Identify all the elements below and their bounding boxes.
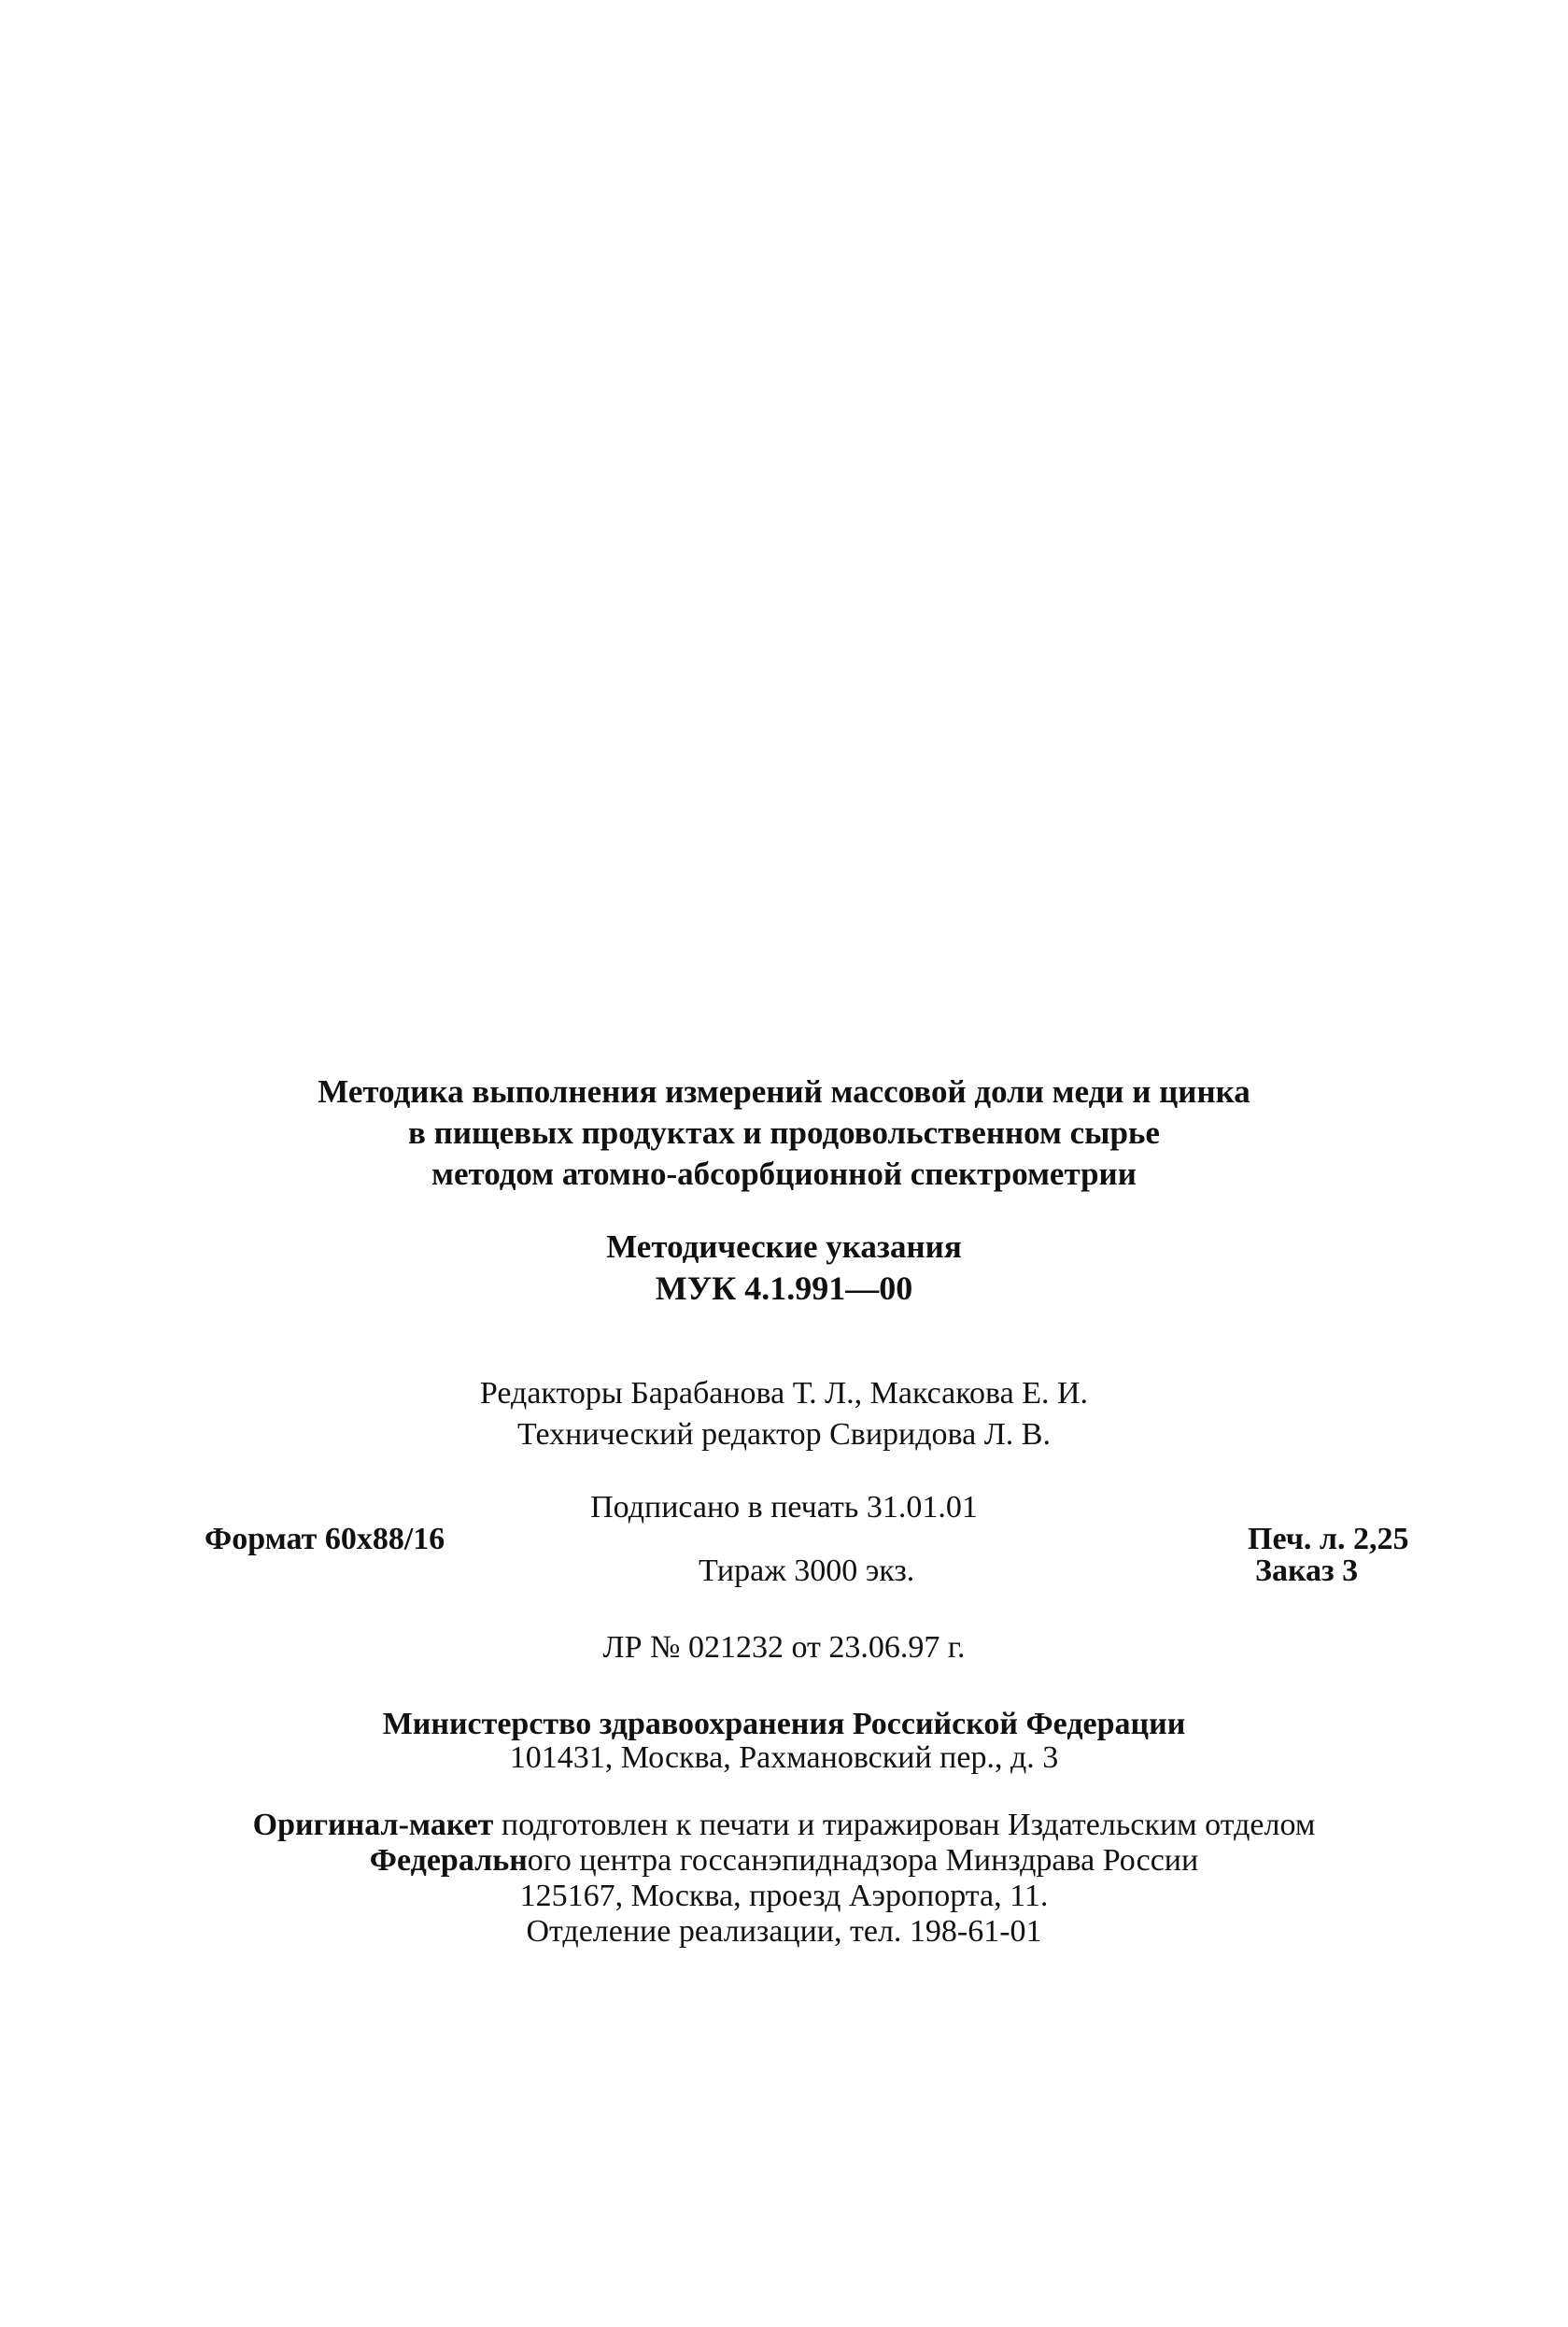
print-format: Формат 60х88/16 bbox=[205, 1522, 445, 1556]
printed-sheets: Печ. л. 2,25 bbox=[1248, 1522, 1409, 1556]
layout-credit-rest: подготовлен к печати и тиражирован Издательским отделом bbox=[493, 1808, 1316, 1842]
editors-line: Редакторы Барабанова Т. Л., Максакова Е. И. bbox=[479, 1376, 1089, 1411]
document-title-line-2: в пищевых продуктах и продовольственном сырье bbox=[408, 1114, 1160, 1151]
layout-credit-lead: Оригинал-макет bbox=[252, 1808, 494, 1842]
print-run: Тираж 3000 экз. bbox=[699, 1554, 915, 1588]
ministry-address: 101431, Москва, Рахмановский пер., д. 3 bbox=[509, 1740, 1059, 1775]
license-number: ЛР № 021232 от 23.06.97 г. bbox=[602, 1630, 966, 1665]
order-number: Заказ 3 bbox=[1255, 1554, 1359, 1588]
layout-credit-line-1 bbox=[0, 1807, 1568, 1844]
document-code: МУК 4.1.991—00 bbox=[655, 1270, 913, 1307]
signed-for-print: Подписано в печать 31.01.01 bbox=[590, 1490, 978, 1525]
document-title-line-1: Методика выполнения измерений массовой доли меди и цинка bbox=[318, 1073, 1250, 1110]
document-title-line-3: методом атомно-абсорбционной спектрометрии bbox=[431, 1156, 1137, 1192]
federal-center-rest: ого центра госсанэпиднадзора Минздрава России bbox=[527, 1843, 1199, 1878]
layout-credit-line-2 bbox=[0, 1842, 1568, 1880]
federal-center-lead: Федеральн bbox=[369, 1843, 528, 1878]
ministry-name: Министерство здравоохранения Российской Федерации bbox=[382, 1707, 1186, 1741]
publisher-address: 125167, Москва, проезд Аэропорта, 11. bbox=[519, 1879, 1049, 1913]
document-kind: Методические указания bbox=[606, 1228, 962, 1265]
technical-editor-line: Технический редактор Свиридова Л. В. bbox=[517, 1417, 1051, 1452]
sales-department: Отделение реализации, тел. 198-61-01 bbox=[526, 1914, 1042, 1949]
